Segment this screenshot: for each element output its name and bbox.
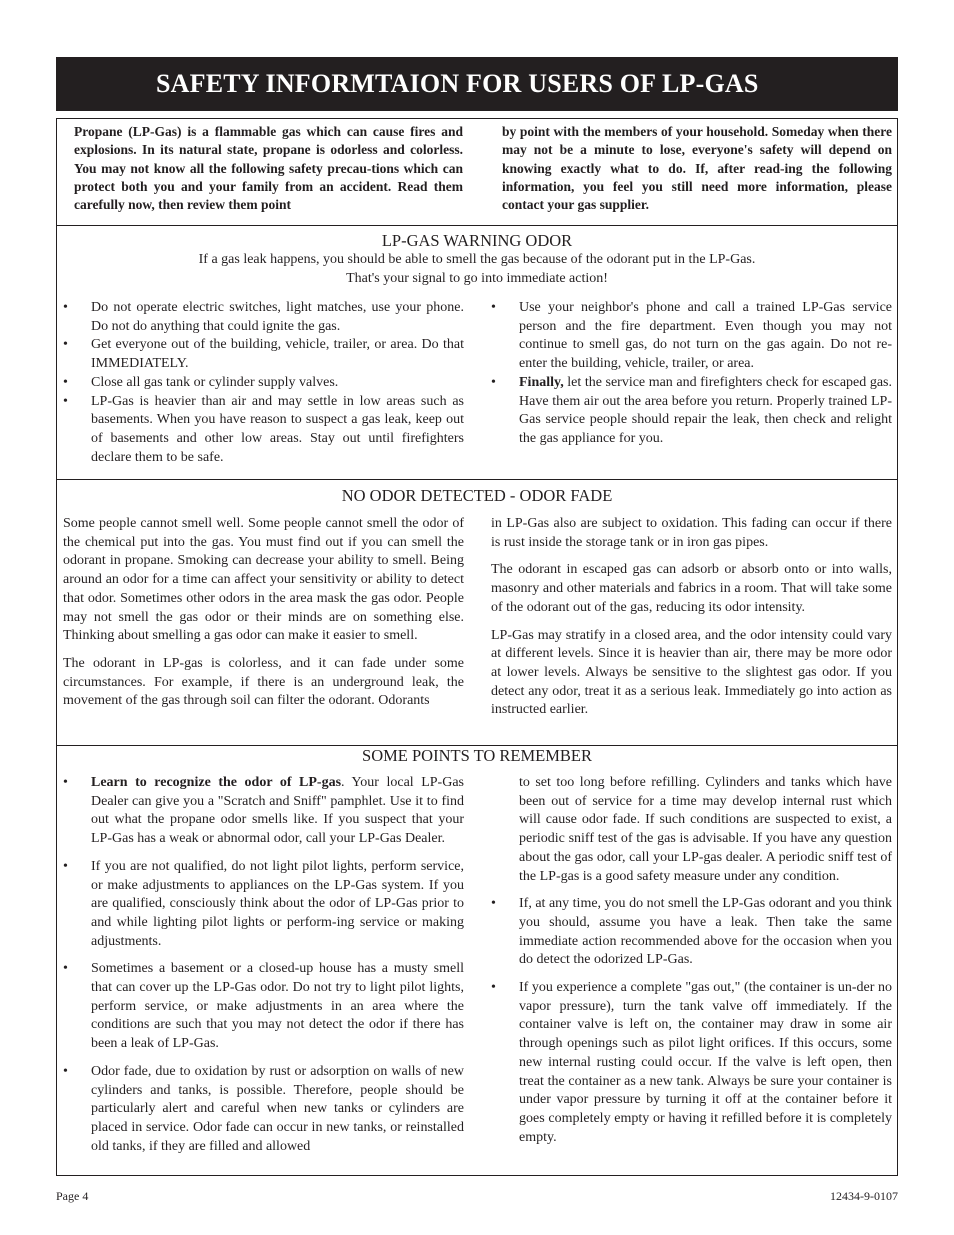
page-title: SAFETY INFORMTAION FOR USERS OF LP-GAS: [56, 57, 898, 111]
list-item: • Odor fade, due to oxidation by rust or adsorption on walls of new cylinders and tanks, is possible. Therefore, people should be particularly alert and careful when new tanks or cylinders are placed in service. Odor fade can occur in new tanks, or reinstalled old tanks, if they are filled and allowed: [63, 1063, 464, 1154]
paragraph: LP-Gas may stratify in a closed area, and the odor intensity could vary at different levels. Since it is heavier than air, there may be more odor at lower levels. Always be sensitive to the slightest gas odor. If you detect any odor, treat it as a serious leak. Immediately go into action as instructed earlier.: [491, 627, 892, 718]
list-item: • Do not operate electric switches, light matches, use your phone. Do not do anything that could ignite the gas.: [63, 300, 464, 334]
paragraph: The odorant in escaped gas can adsorb or absorb onto or into walls, masonry and other materials and fabrics in a room. That will take some of the odorant out of the gas, reducing its odor intensity.: [491, 562, 892, 615]
odor-fade-heading: NO ODOR DETECTED - ODOR FADE: [341, 486, 613, 505]
divider-2: [57, 479, 897, 480]
bullet-icon: •: [63, 775, 68, 790]
bullet-icon: •: [491, 896, 496, 912]
page-number: Page 4: [56, 1189, 89, 1203]
list-item: • Use your neighbor's phone and call a trained LP-Gas service person and the fire department. Even though you may not continue to smell gas, do not turn on the gas again. Do not re-enter the building, vehicle, trailer, or area.: [491, 300, 892, 372]
intro-right: by point with the members of your household. Someday when there may not be a minute to lose, everyone's safety will depend on knowing exactly what to do. If, after read-ing the following information, you feel you still need more information, please contact your gas supplier.: [502, 124, 892, 213]
paragraph: in LP-Gas also are subject to oxidation. This fading can occur if there is rust inside the storage tank or in iron gas pipes.: [491, 516, 892, 550]
list-item: • Get everyone out of the building, vehicle, trailer, or area. Do that IMMEDIATELY.: [63, 337, 464, 372]
remember-heading: SOME POINTS TO REMEMBER: [362, 746, 592, 765]
list-item: • Sometimes a basement or a closed-up house has a musty smell that can cover up the LP-Gas odor. Do not try to light pilot lights, perform service, or make adjustments in an area where the conditions are such that you may not detect the odor if there has been a leak of LP-Gas.: [63, 961, 464, 1052]
remember-left-list: [63, 774, 464, 1156]
list-item: • If you experience a complete "gas out," (the container is un-der no vapor pressure), turn the tank valve off immediately. If the container valve is left on, the container may draw in some air through openings such as pilot light orifices. If this occurs, some new internal rusting could occur. If the valve is left open, then treat the container as a new tank. Always be sure your container is under vapor pressure by turning it off at the container before it goes completely empty or having it refilled before it is completely empty.: [491, 980, 892, 1145]
bullet-icon: •: [491, 374, 496, 390]
list-item: • Close all gas tank or cylinder supply valves.: [63, 374, 464, 393]
safety-info-frame: [56, 118, 898, 1176]
bullet-icon: •: [63, 300, 68, 315]
list-item: • Finally, let the service man and firefighters check for escaped gas. Have them air out the area before you return. Properly trained LP-Gas service people should repair the leak, then check and relight the gas appliance for you.: [491, 374, 892, 446]
paragraph: to set too long before refilling. Cylinders and tanks which have been out of service for a time may develop internal rust which will cause odor fade. If such conditions are suspected to exist, a periodic sniff test of the gas is advisable. If you have any question about the gas odor, call your LP-gas dealer. A periodic sniff test of the LP-gas is a good safety measure under any condition.: [519, 775, 892, 884]
paragraph: The odorant in LP-gas is colorless, and it can fade under some circumstances. For example, if there is an underground leak, the movement of the gas through soil can filter the odorant. Odorants: [63, 655, 464, 709]
intro-left: Propane (LP-Gas) is a flammable gas which can cause fires and explosions. In its natural state, propane is odorless and colorless. You may not know all the following safety precau-tions which can protect both you and your family from an accident. Read them carefully now, then review them point: [74, 124, 463, 213]
bullet-icon: •: [63, 858, 68, 874]
warning-left-list: [63, 299, 464, 467]
paragraph: Some people cannot smell well. Some people cannot smell the odor of the chemical put into the gas. You must find out if you can smell the odorant in propane. Smoking can decrease your ability to smell. Being around an odor for a time can affect your sensitivity or ability to detect that odor. Sometimes other odors in the area mask the gas odor. People may not smell the gas odor or their minds are on something else. Thinking about smelling a gas odor can make it easier to smell.: [63, 516, 464, 644]
warning-line-2: That's your signal to go into immediate action!: [346, 271, 608, 286]
list-item: • LP-Gas is heavier than air and may settle in low areas such as basements. When you have reason to suspect a gas leak, keep out of basements and other low areas. Stay out until firefighters declare them to be safe.: [63, 393, 464, 465]
bullet-icon: •: [63, 374, 68, 390]
warning-line-1: If a gas leak happens, you should be able to smell the gas because of the odorant put in the LP-Gas.: [198, 252, 756, 267]
bullet-icon: •: [63, 1063, 68, 1079]
bullet-icon: •: [491, 980, 496, 996]
odor-fade-left: [63, 515, 464, 711]
bullet-icon: •: [63, 961, 68, 977]
warning-heading: LP-GAS WARNING ODOR: [381, 231, 573, 250]
warning-right-list: [491, 299, 892, 449]
list-item: • If you are not qualified, do not light pilot lights, perform service, or make adjustments to appliances on the LP-Gas system. If you are qualified, consciously think about the odor of LP-Gas prior to and while lighting pilot lights or perform-ing service or making adjustments.: [63, 858, 464, 949]
document-number: 12434-9-0107: [830, 1189, 898, 1203]
remember-right-list: [491, 774, 892, 1147]
divider-1: [57, 225, 897, 226]
odor-fade-right: [491, 515, 892, 720]
bullet-icon: •: [63, 393, 68, 409]
list-item: • Learn to recognize the odor of LP-gas. Your local LP-Gas Dealer can give you a "Scratch and Sniff" pamphlet. Use it to find out what the propane odor smells like. If you suspect that your LP-Gas has a weak or abnormal odor, call your LP-Gas Dealer.: [63, 775, 464, 847]
list-item: • If, at any time, you do not smell the LP-Gas odorant and you think you should, assume you have a leak. Then take the same immediate action recommended above for the occasion when you do detect the odorized LP-Gas.: [491, 896, 892, 968]
bullet-icon: •: [491, 300, 496, 315]
bullet-icon: •: [63, 337, 68, 353]
